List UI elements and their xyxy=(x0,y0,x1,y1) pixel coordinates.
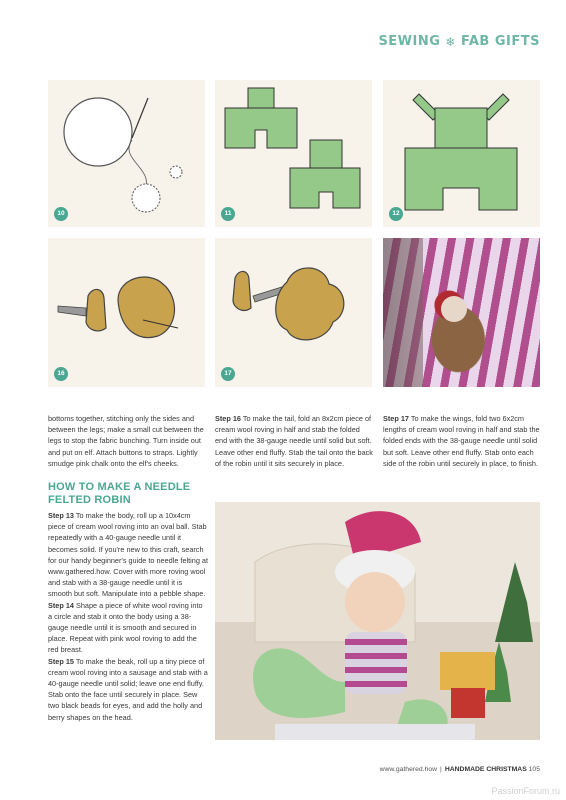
illustration-step-12 xyxy=(383,80,540,227)
step-16 xyxy=(215,413,373,469)
step-label: Step 16 xyxy=(215,414,241,423)
section-heading: HOW TO MAKE A NEEDLE FELTED ROBIN xyxy=(48,481,191,506)
step-13 xyxy=(48,510,208,600)
step-text: To make the beak, roll up a tiny piece of cream wool roving into a sausage and stab with a 40-gauge needle until solid; leave one end fluffy. Stab onto the face until securely in place. Sew two black beads for eyes, and add the holly and berry shapes on the head. xyxy=(48,656,208,722)
step-number-badge: 17 xyxy=(221,367,235,381)
text-column-2 xyxy=(215,413,373,469)
page-footer xyxy=(380,766,540,773)
step-17 xyxy=(383,413,540,469)
footer-divider: | xyxy=(440,766,442,773)
robin-photo xyxy=(383,238,540,387)
step-number-badge: 10 xyxy=(54,207,68,221)
circle-pompom-drawing xyxy=(48,80,205,227)
illustration-step-11 xyxy=(215,80,372,227)
assembled-dungarees-drawing xyxy=(383,80,540,227)
section-header xyxy=(378,34,540,49)
step-label: Step 13 xyxy=(48,511,74,521)
step-label: Step 15 xyxy=(48,656,74,666)
step-14 xyxy=(48,600,208,656)
illustration-step-16 xyxy=(48,238,205,387)
snowflake-icon: ❄ xyxy=(445,34,456,49)
text-column-3 xyxy=(383,413,540,469)
step-label: Step 14 xyxy=(48,600,74,610)
step-number-badge: 11 xyxy=(221,207,235,221)
section-label: SEWING xyxy=(378,34,441,49)
robin-face xyxy=(441,296,467,322)
elf-illustration xyxy=(215,502,540,740)
step-text: To make the wings, fold two 6x2cm lengths of cream wool roving in half and stab the folded ends with the 38-gauge needle until solid but soft. Leave other end fluffy. Stab onto each side of the robin until securely in place, to finish. xyxy=(383,414,540,468)
step-15 xyxy=(48,656,208,723)
felt-wings-drawing xyxy=(215,238,372,387)
illustration-step-17 xyxy=(215,238,372,387)
dungaree-pattern-drawing xyxy=(215,80,372,227)
step-text: Shape a piece of white wool roving into a circle and stab it onto the body using a 38-gauge needle until it is smooth and secured in place. Repeat with pink wool roving to add the red breast. xyxy=(48,600,203,655)
illustration-step-10 xyxy=(48,80,205,227)
magazine-title: HANDMADE CHRISTMAS xyxy=(444,766,527,773)
continued-paragraph: bottoms together, stitching only the sides and between the legs; make a small cut between the legs to stop the fabric bunching. Turn inside out and put on elf. Attach buttons to straps. Lightly smudge pink chalk onto the elf's cheeks. xyxy=(48,414,204,468)
step-number-badge: 12 xyxy=(389,207,403,221)
step-text: To make the tail, fold an 8x2cm piece of cream wool roving in half and stab the folded end with the 38-gauge needle until solid but soft. Leave other end fluffy. Stab the tail onto the back of the robin until it sits securely in place. xyxy=(215,414,373,468)
category-label: FAB GIFTS xyxy=(460,34,540,49)
text-column-1 xyxy=(48,413,208,723)
step-label: Step 17 xyxy=(383,414,409,423)
watermark: PassionForum.ru xyxy=(491,786,560,796)
step-text: To make the body, roll up a 10x4cm piece of cream wool roving into an oval ball. Stab repeatedly with a 40-gauge needle until it becomes solid. If you're new to this craft, search for our handy beginner's guide to needle felting at www.gathered.how. Cover with more roving wool and stab with a 38-gauge needle until it is smooth but soft. Manipulate into a pebble shape. xyxy=(48,511,209,599)
page-number: 105 xyxy=(528,766,540,773)
photo-shadow xyxy=(383,238,423,387)
step-number-badge: 16 xyxy=(54,367,68,381)
footer-url: www.gathered.how xyxy=(379,766,438,773)
felt-tail-drawing xyxy=(48,238,205,387)
elf-photo xyxy=(215,502,540,740)
